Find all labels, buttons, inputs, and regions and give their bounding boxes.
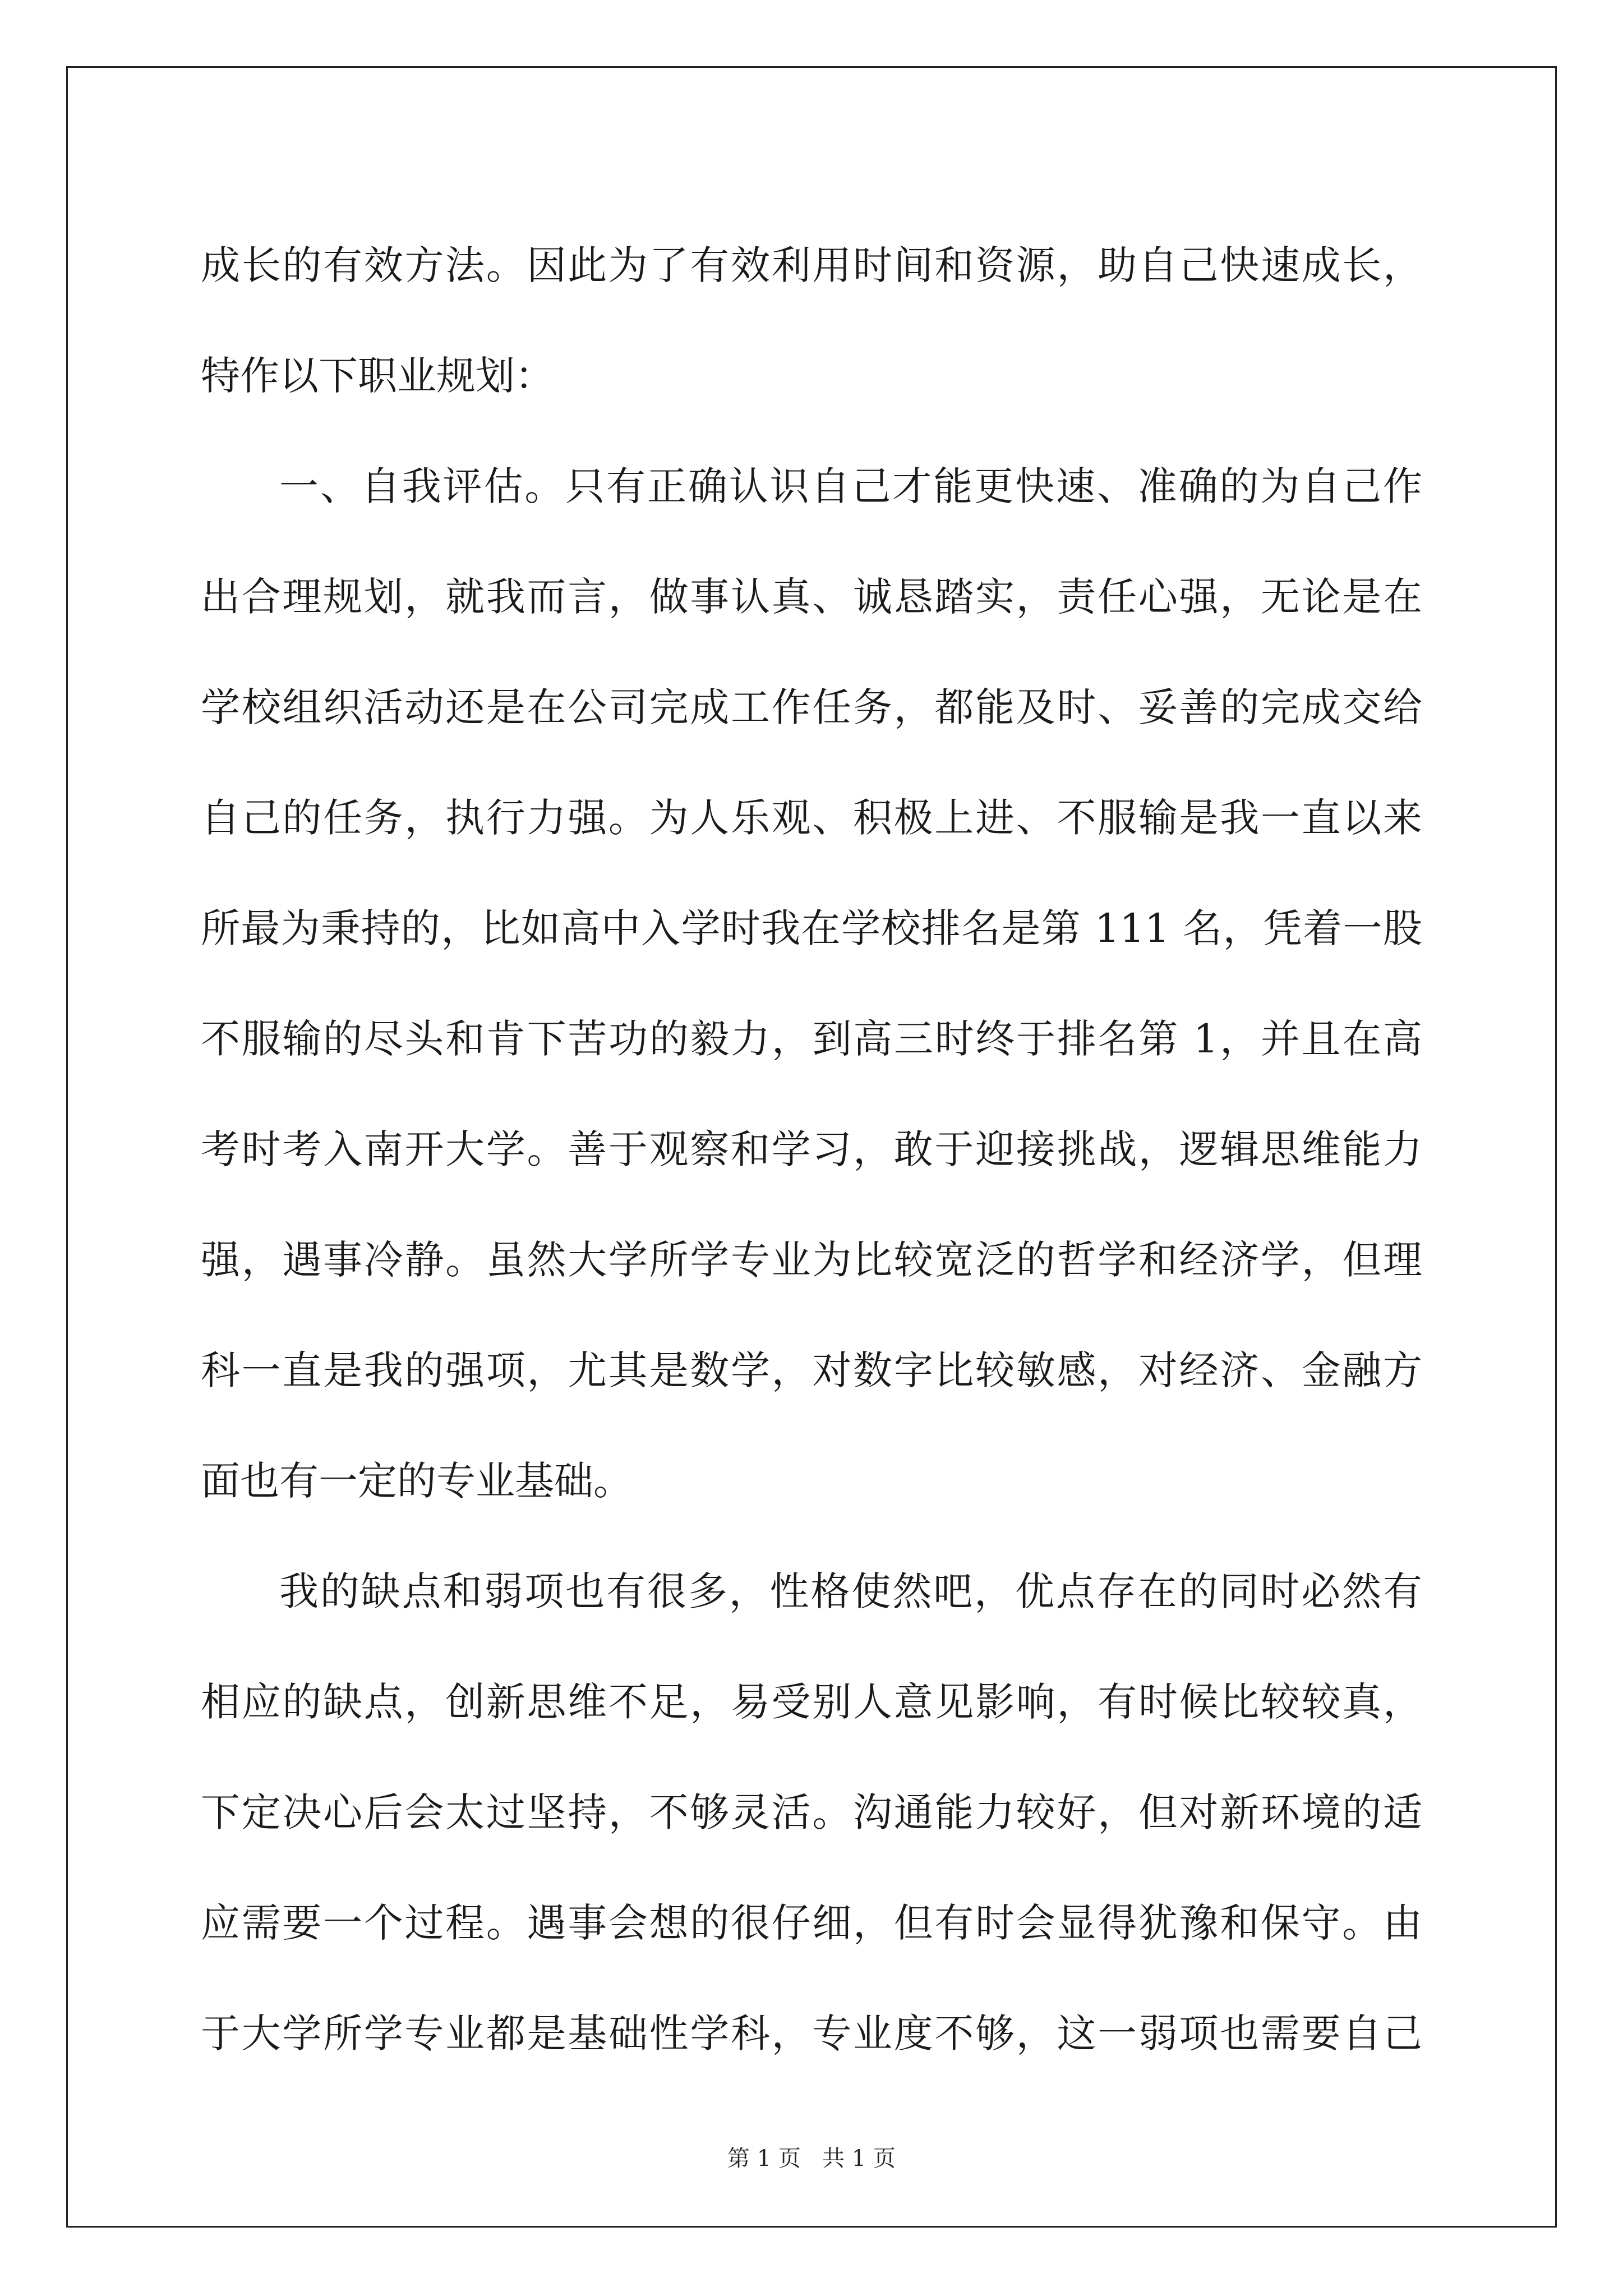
page-footer: 第 1 页 共 1 页 bbox=[727, 2146, 896, 2171]
text-line: 面也有一定的专业基础。 bbox=[201, 1458, 633, 1504]
text-line: 自己的任务，执行力强。为人乐观、积极上进、不服输是我一直以来 bbox=[201, 795, 1422, 841]
text-line: 科一直是我的强项，尤其是数学，对数字比较敏感，对经济、金融方 bbox=[201, 1347, 1422, 1393]
text-line: 下定决心后会太过坚持，不够灵活。沟通能力较好，但对新环境的适 bbox=[201, 1789, 1422, 1835]
text-line: 我的缺点和弱项也有很多，性格使然吧，优点存在的同时必然有 bbox=[279, 1568, 1422, 1614]
text-line: 学校组织活动还是在公司完成工作任务，都能及时、妥善的完成交给 bbox=[201, 684, 1422, 730]
text-line: 于大学所学专业都是基础性学科，专业度不够，这一弱项也需要自己 bbox=[201, 2010, 1422, 2056]
text-line: 所最为秉持的，比如高中入学时我在学校排名是第 111 名，凭着一股 bbox=[201, 905, 1422, 951]
text-line: 考时考入南开大学。善于观察和学习，敢于迎接挑战，逻辑思维能力 bbox=[201, 1126, 1422, 1172]
text-line: 强，遇事冷静。虽然大学所学专业为比较宽泛的哲学和经济学，但理 bbox=[201, 1237, 1422, 1283]
text-line: 相应的缺点，创新思维不足，易受别人意见影响，有时候比较较真， bbox=[201, 1679, 1422, 1725]
document-body bbox=[201, 210, 1422, 2089]
text-line: 一、自我评估。只有正确认识自己才能更快速、准确的为自己作 bbox=[279, 463, 1422, 509]
text-line: 应需要一个过程。遇事会想的很仔细，但有时会显得犹豫和保守。由 bbox=[201, 1900, 1422, 1946]
text-line: 成长的有效方法。因此为了有效利用时间和资源，助自己快速成长， bbox=[201, 242, 1422, 288]
text-line: 特作以下职业规划： bbox=[201, 353, 554, 399]
text-line: 出合理规划，就我而言，做事认真、诚恳踏实，责任心强，无论是在 bbox=[201, 574, 1422, 620]
text-line: 不服输的尽头和肯下苦功的毅力，到高三时终于排名第 1，并且在高 bbox=[201, 1016, 1422, 1062]
